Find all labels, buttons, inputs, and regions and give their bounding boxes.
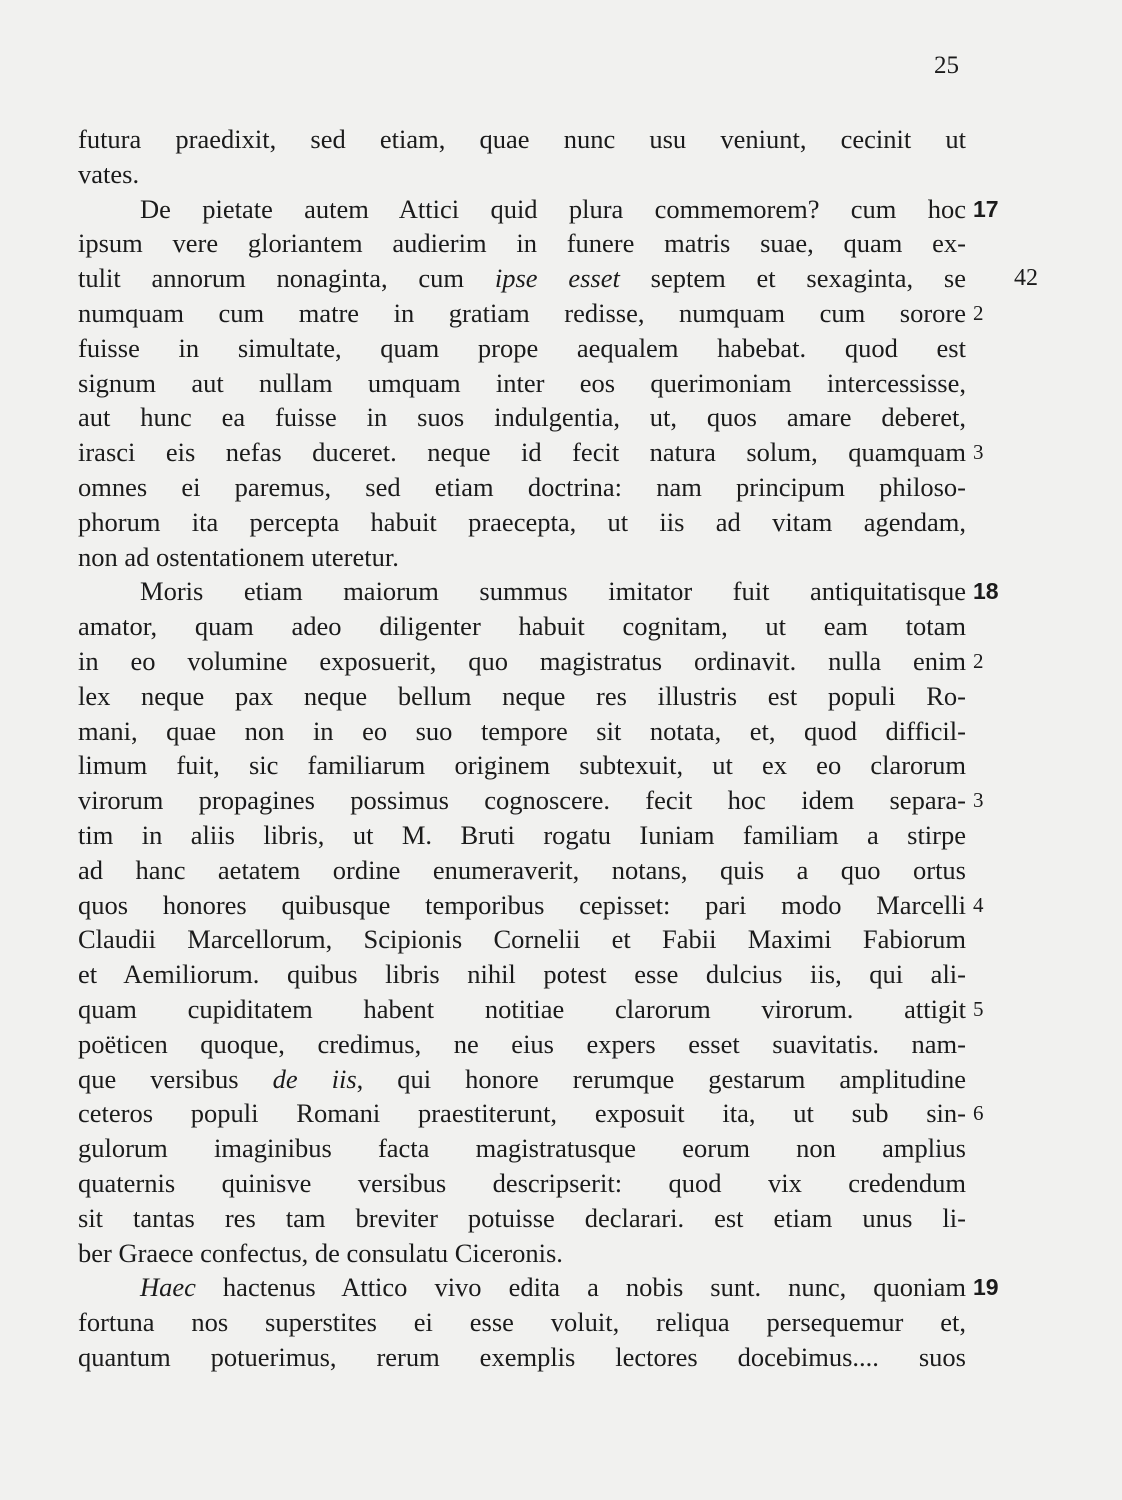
text-line-26: quam cupiditatem habent notitiae clarorum virorum. attigit 5 (78, 992, 966, 1027)
text-line-5: tulit annorum nonaginta, cum ipse esset septem et sexaginta, se 42 (78, 261, 966, 296)
text-line-8: signum aut nullam umquam inter eos querimoniam intercessisse, (78, 367, 966, 398)
text-line-18: mani, quae non in eo suo tempore sit notata, et, quod difficil- (78, 715, 966, 746)
text-line-28: que versibus de iis, qui honore rerumque gestarum amplitudine (78, 1063, 966, 1094)
text-line-36: quantum potuerimus, rerum exemplis lectores docebimus.... suos (78, 1341, 966, 1372)
text-line-12: phorum ita percepta habuit praecepta, ut iis ad vitam agendam, (78, 506, 966, 537)
text-line-17: lex neque pax neque bellum neque res illustris est populi Ro- (78, 680, 966, 711)
text-line-16: in eo volumine exposuerit, quo magistratus ordinavit. nulla enim 2 (78, 644, 966, 679)
text-line-27: poëticen quoque, credimus, ne eius expers esset suavitatis. nam- (78, 1028, 966, 1059)
text-line-6: numquam cum matre in gratiam redisse, numquam cum sorore 2 (78, 296, 966, 331)
subsection-number: 2 (973, 648, 984, 673)
text-line-15: amator, quam adeo diligenter habuit cognitam, ut eam totam (78, 611, 966, 642)
text-line-2: vates. (78, 158, 140, 189)
subsection-number: 4 (973, 892, 984, 917)
text-line-32: sit tantas res tam breviter potuisse declarari. est etiam unus li- (78, 1202, 966, 1233)
text-line-23: quos honores quibusque temporibus cepisset: pari modo Marcelli 4 (78, 888, 966, 923)
text-line-7: fuisse in simultate, quam prope aequalem habebat. quod est (78, 332, 966, 363)
text-line-34: Haec hactenus Attico vivo edita a nobis sunt. nunc, quoniam 19 (78, 1270, 966, 1305)
text-line-11: omnes ei paremus, sed etiam doctrina: nam principum philoso- (78, 471, 966, 502)
text-line-10: irasci eis nefas duceret. neque id fecit natura solum, quamquam 3 (78, 435, 966, 470)
text-line-22: ad hanc aetatem ordine enumeraverit, notans, quis a quo ortus (78, 854, 966, 885)
text-line-14: Moris etiam maiorum summus imitator fuit antiquitatisque 18 (78, 574, 966, 609)
subsection-number: 3 (973, 440, 984, 465)
text-line-30: gulorum imaginibus facta magistratusque eorum non amplius (78, 1133, 966, 1164)
text-line-21: tim in aliis libris, ut M. Bruti rogatu Iuniam familiam a stirpe (78, 819, 966, 850)
subsection-number: 2 (973, 300, 984, 325)
section-number: 18 (973, 578, 999, 605)
italic-phrase: ipse esset (494, 263, 620, 294)
text-line-33: ber Graece confectus, de consulatu Ciceronis. (78, 1237, 563, 1268)
subsection-number: 6 (973, 1101, 984, 1126)
text-line-24: Claudii Marcellorum, Scipionis Cornelii et Fabii Maximi Fabiorum (78, 924, 966, 955)
subsection-number: 5 (973, 996, 984, 1021)
section-number: 19 (973, 1274, 999, 1301)
subsection-number: 3 (973, 788, 984, 813)
text-line-3: De pietate autem Attici quid plura commemorem? cum hoc 17 (78, 192, 966, 227)
page-number: 25 (934, 52, 959, 79)
italic-phrase: de iis (272, 1063, 357, 1094)
text-line-1: futura praedixit, sed etiam, quae nunc usu veniunt, cecinit ut (78, 124, 966, 154)
text-line-19: limum fuit, sic familiarum originem subtexuit, ut ex eo clarorum (78, 750, 966, 781)
text-line-4: ipsum vere gloriantem audierim in funere matris suae, quam ex- (78, 228, 966, 259)
text-line-20: virorum propagines possimus cognoscere. fecit hoc idem separa- 3 (78, 783, 966, 818)
italic-phrase: Haec (140, 1272, 196, 1303)
text-line-13: non ad ostentationem uteretur. (78, 541, 399, 572)
latin-text-body (78, 122, 1038, 1375)
text-line-29: ceteros populi Romani praestiterunt, exposuit ita, ut sub sin- 6 (78, 1096, 966, 1131)
text-line-35: fortuna nos superstites ei esse voluit, reliqua persequemur et, (78, 1307, 966, 1338)
chapter-number: 42 (1014, 265, 1038, 292)
text-line-25: et Aemiliorum. quibus libris nihil potest esse dulcius iis, qui ali- (78, 959, 966, 990)
text-line-31: quaternis quinisve versibus descripserit: quod vix credendum (78, 1167, 966, 1198)
section-number: 17 (973, 195, 999, 222)
text-line-9: aut hunc ea fuisse in suos indulgentia, ut, quos amare deberet, (78, 402, 966, 433)
